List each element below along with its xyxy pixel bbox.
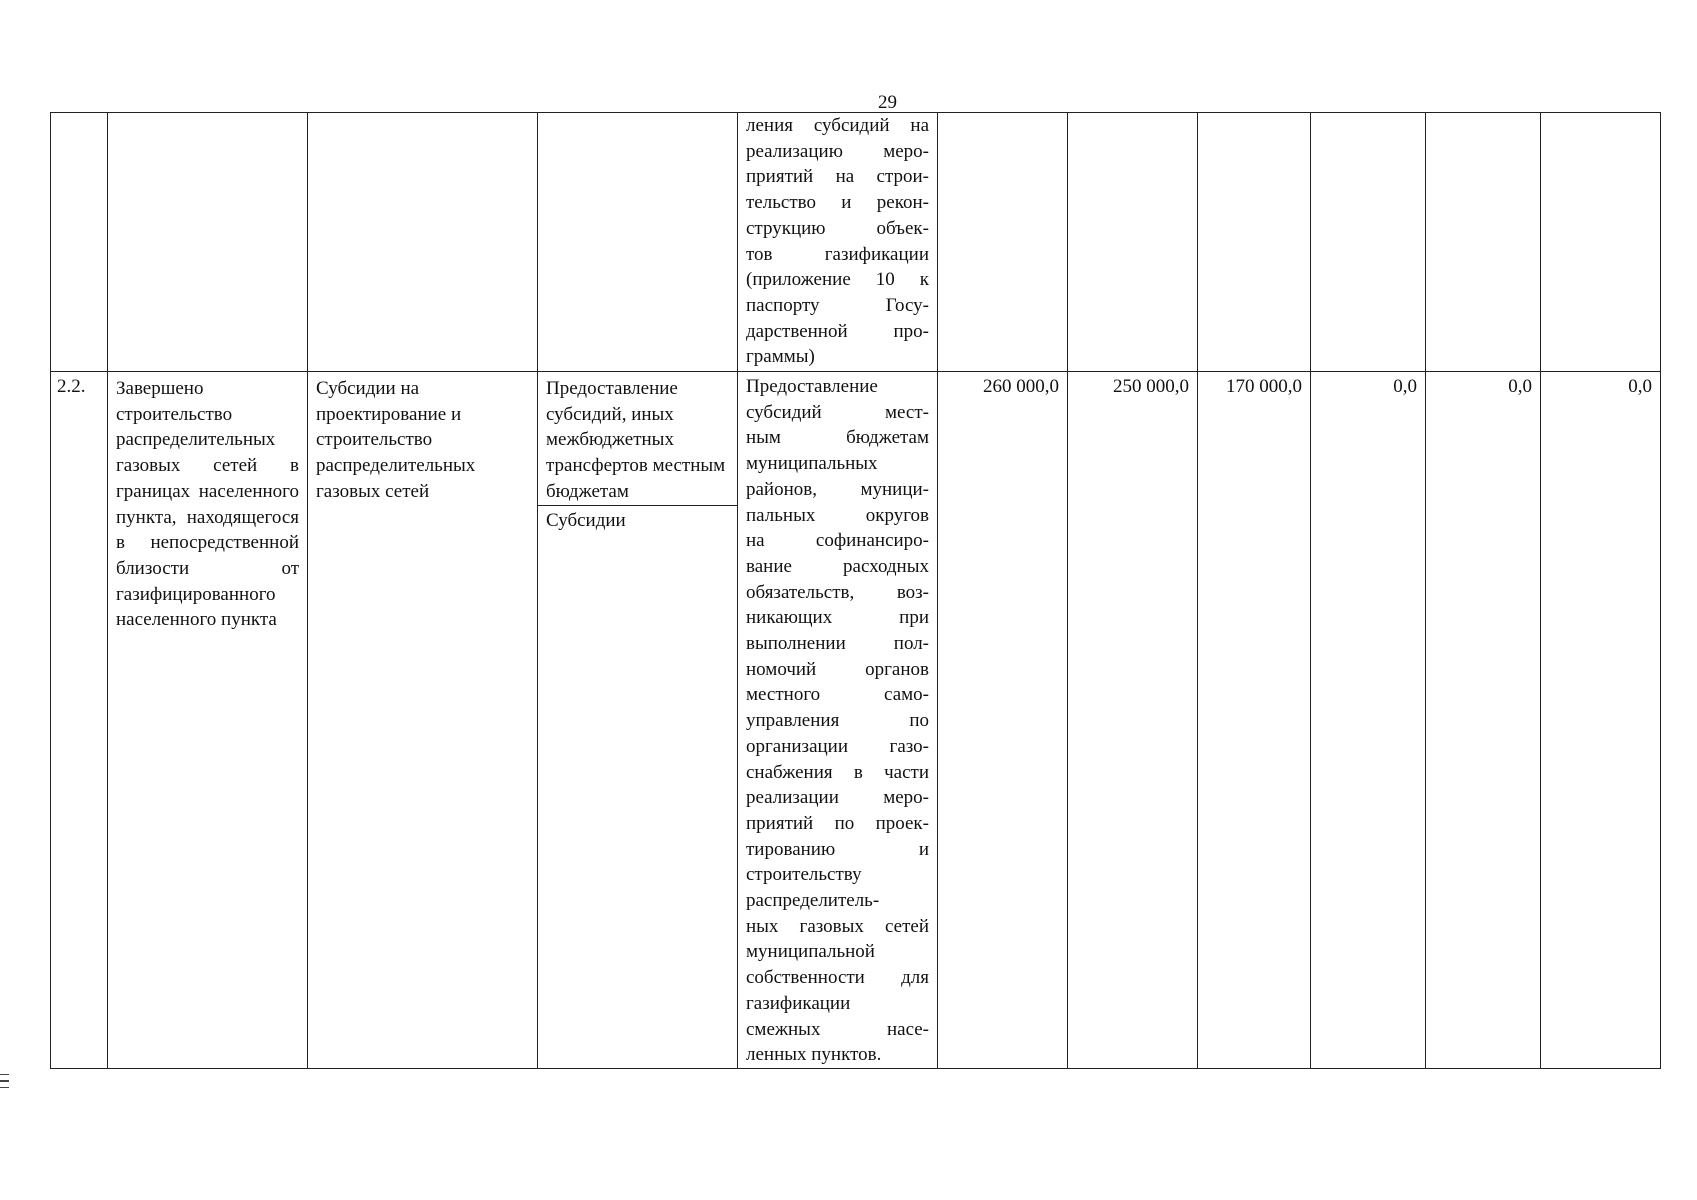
type-text-top: Предоставление субсидий, иных межбюджетных трансфертов местным бюджетам: [538, 372, 737, 506]
cell-value-3: [1198, 372, 1311, 1069]
cell-value: [1426, 113, 1541, 372]
value-text: 0,0: [1393, 376, 1417, 397]
table-row-continuation: [51, 113, 1661, 372]
description-line: приятий по проек-: [746, 812, 929, 834]
cell-task: [108, 113, 308, 372]
cell-description: [738, 372, 938, 1069]
description-line: субсидий мест-: [746, 401, 929, 423]
cell-value: [1311, 113, 1426, 372]
description-line: струкцию объек-: [746, 217, 929, 239]
cell-type: [538, 113, 738, 372]
description-line: ных газовых сетей: [746, 915, 929, 937]
program-table: [50, 112, 1661, 1069]
description-line: ления субсидий на: [746, 115, 929, 136]
task-text: Завершено строительство распределительных газовых сетей в границах населенного пункта, находящегося в непосредственной близости от газифицированного населенного пункта: [116, 378, 299, 631]
description-line: местного само-: [746, 684, 929, 706]
description-line: муниципальных: [746, 453, 878, 475]
cell-task: [108, 372, 308, 1069]
event-text: Субсидии на проектирование и строительство распределительных газовых сетей: [316, 378, 476, 502]
value-text: 170 000,0: [1226, 376, 1302, 397]
description-line: граммы): [746, 346, 815, 368]
cell-index: [51, 372, 108, 1069]
cell-value: [938, 113, 1068, 372]
description-line: реализацию меро-: [746, 140, 929, 162]
cell-value: [1541, 113, 1661, 372]
cell-value-4: [1311, 372, 1426, 1069]
row-index: 2.2.: [57, 376, 86, 397]
description-line: пальных округов: [746, 504, 929, 526]
page-number: 29: [878, 92, 897, 113]
description-line: паспорту Госу-: [746, 294, 929, 316]
description-line: никающих при: [746, 607, 929, 629]
description-line: распределитель-: [746, 890, 880, 912]
value-text: 260 000,0: [983, 376, 1059, 397]
cell-index: [51, 113, 108, 372]
cell-value: [1198, 113, 1311, 372]
description-line: вание расходных: [746, 555, 929, 577]
description-line: тельство и рекон-: [746, 192, 929, 214]
cell-event: [308, 113, 538, 372]
value-text: 250 000,0: [1113, 376, 1189, 397]
description-line: ным бюджетам: [746, 427, 929, 449]
cell-value-6: [1541, 372, 1661, 1069]
description-line: муниципальной: [746, 941, 875, 963]
description-line: управления по: [746, 710, 929, 732]
description-line: Предоставление: [746, 376, 878, 397]
type-text-bottom: Субсидии: [546, 509, 626, 531]
description-line: дарственной про-: [746, 320, 929, 342]
value-text: 0,0: [1508, 376, 1532, 397]
description-line: газификации: [746, 992, 851, 1014]
table-row-2-2: [51, 372, 1661, 1069]
description-line: номочий органов: [746, 658, 929, 680]
description-line: строительству: [746, 864, 862, 886]
binding-edge-mark-icon: [0, 1074, 9, 1096]
description-line: собственности для: [746, 967, 929, 989]
cell-value-5: [1426, 372, 1541, 1069]
description-line: тов газификации: [746, 243, 929, 265]
value-text: 0,0: [1628, 376, 1652, 397]
description-line: организации газо-: [746, 735, 929, 757]
cell-description-continuation: [738, 113, 938, 372]
cell-event: [308, 372, 538, 1069]
description-line: реализации меро-: [746, 787, 929, 809]
description-line: выполнении пол-: [746, 633, 929, 655]
description-line: ленных пунктов.: [746, 1044, 882, 1066]
description-line: (приложение 10 к: [746, 269, 929, 291]
description-line: районов, муници-: [746, 478, 929, 500]
description-line: приятий на строи-: [746, 166, 929, 188]
description-line: тированию и: [746, 838, 929, 860]
cell-value: [1068, 113, 1198, 372]
cell-value-1: [938, 372, 1068, 1069]
description-line: обязательств, воз-: [746, 581, 929, 603]
cell-value-2: [1068, 372, 1198, 1069]
description-line: снабжения в части: [746, 761, 929, 783]
description-line: на софинансиро-: [746, 530, 929, 552]
cell-type: [538, 372, 738, 1069]
description-line: смежных насе-: [746, 1018, 929, 1040]
